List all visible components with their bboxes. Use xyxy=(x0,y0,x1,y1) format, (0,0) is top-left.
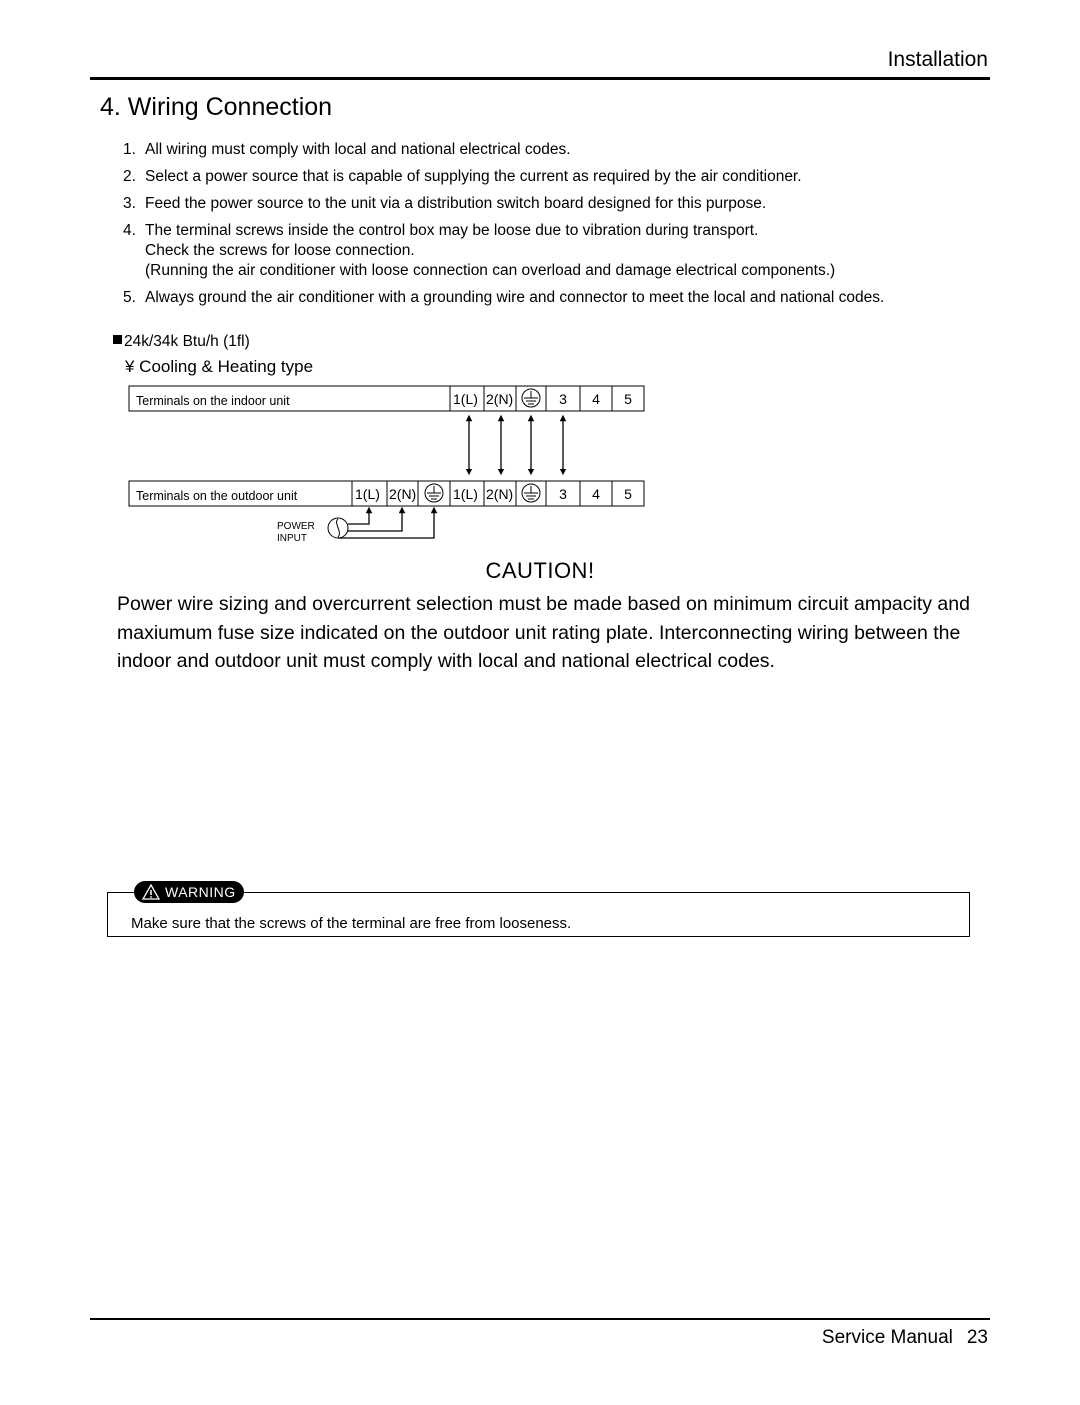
wiring-diagram xyxy=(0,0,1080,560)
power-label: POWER xyxy=(277,521,315,532)
ac-source-icon xyxy=(328,518,348,538)
outdoor-terminal-5: 5 xyxy=(624,486,632,502)
outdoor-terminal-4: 4 xyxy=(592,486,600,502)
warning-triangle-icon xyxy=(142,884,160,900)
outdoor-terminal-2: 2(N) xyxy=(486,486,514,502)
indoor-terminal-4: 4 xyxy=(592,391,600,407)
section-label: Installation xyxy=(887,48,988,71)
ground-icon xyxy=(522,484,540,502)
item-text: (Running the air conditioner with loose connection can overload and damage electrical components.) xyxy=(145,262,836,279)
indoor-terminal-2: 2(N) xyxy=(486,391,514,407)
power-terminal-2: 2(N) xyxy=(389,486,417,502)
indoor-terminal-3: 3 xyxy=(559,391,567,407)
caution-text: Power wire sizing and overcurrent selection must be made based on minimum circuit ampacity and maxiumum fuse size indicated on the outdoor unit rating plate. Interconnecting wiring between the indoor and outdoor unit must comply with local and national electrical codes. xyxy=(117,593,970,672)
indoor-label: Terminals on the indoor unit xyxy=(136,394,290,408)
power-input xyxy=(277,510,434,544)
indoor-terminal-strip xyxy=(129,386,644,411)
model-capacity-text: 24k/34k Btu/h (1fl) xyxy=(124,333,250,350)
outdoor-label: Terminals on the outdoor unit xyxy=(136,489,298,503)
warning-badge xyxy=(134,881,244,903)
item-text: Feed the power source to the unit via a distribution switch board designed for this purpose. xyxy=(145,195,767,212)
connection-arrows xyxy=(469,418,563,472)
footer-rule xyxy=(90,1318,990,1320)
page-title: 4. Wiring Connection xyxy=(100,93,333,121)
item-number: 2. xyxy=(123,168,136,185)
item-number: 1. xyxy=(123,141,136,158)
caution-title: CAUTION! xyxy=(485,558,595,583)
indoor-terminal-1: 1(L) xyxy=(453,391,478,407)
item-text: Check the screws for loose connection. xyxy=(145,242,415,259)
page-number: 23 xyxy=(966,1327,988,1348)
footer-label: Service Manual xyxy=(821,1327,953,1348)
warning-label: WARNING xyxy=(165,884,236,900)
item-number: 4. xyxy=(123,222,136,239)
item-text: Select a power source that is capable of supplying the current as required by the air conditioner. xyxy=(145,168,802,185)
item-text: The terminal screws inside the control box may be loose due to vibration during transport. xyxy=(145,222,759,239)
ground-icon xyxy=(522,389,540,407)
indoor-terminal-5: 5 xyxy=(624,391,632,407)
item-number: 5. xyxy=(123,289,136,306)
item-number: 3. xyxy=(123,195,136,212)
outdoor-terminal-3: 3 xyxy=(559,486,567,502)
power-terminal-1: 1(L) xyxy=(355,486,380,502)
item-text: Always ground the air conditioner with a grounding wire and connector to meet the local and national codes. xyxy=(145,289,885,306)
model-type: ¥ Cooling & Heating type xyxy=(125,357,314,376)
input-label: INPUT xyxy=(277,533,307,544)
item-text: All wiring must comply with local and national electrical codes. xyxy=(145,141,571,158)
warning-text: Make sure that the screws of the terminal are free from looseness. xyxy=(131,915,572,932)
outdoor-terminal-strip xyxy=(129,481,644,506)
footer xyxy=(822,1327,988,1349)
ground-icon xyxy=(425,484,443,502)
outdoor-terminal-1: 1(L) xyxy=(453,486,478,502)
